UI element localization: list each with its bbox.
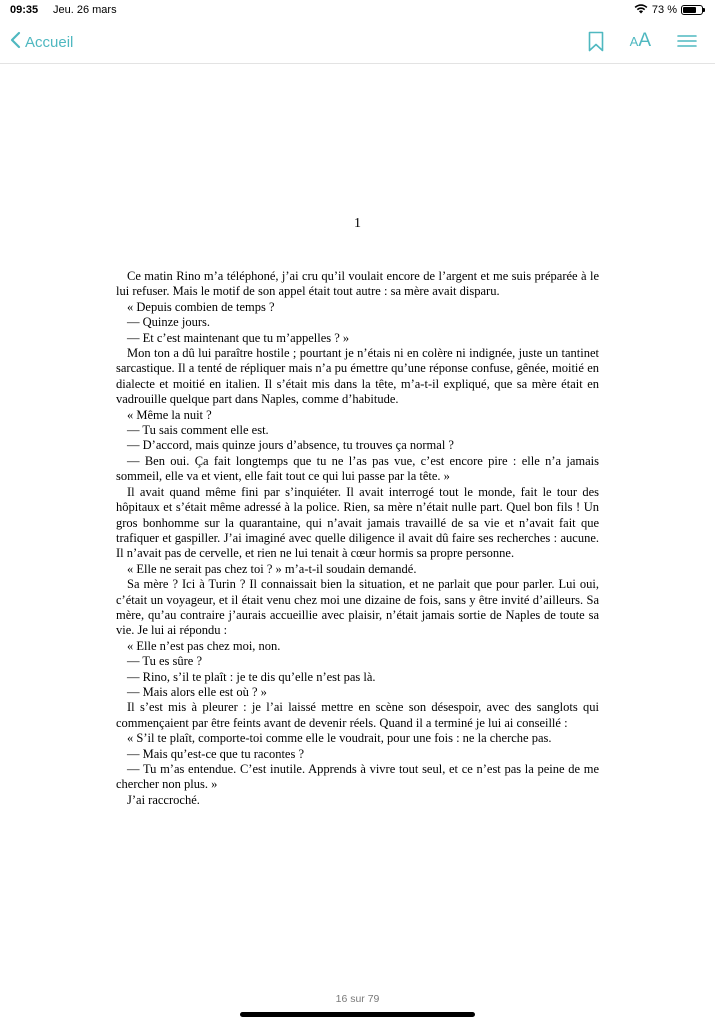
reader-toolbar: [0, 22, 715, 64]
status-date: Jeu. 26 mars: [53, 4, 117, 16]
battery-icon: [681, 5, 703, 15]
status-indicators: [634, 3, 703, 17]
font-size-icon[interactable]: [630, 30, 651, 52]
battery-tip: [703, 8, 705, 12]
paragraph: — Quinze jours.: [127, 315, 210, 330]
chapter-text: [116, 269, 599, 808]
paragraph: Ce matin Rino m’a téléphoné, j’ai cru qu’il voulait encore de l’argent et me suis préparée à le lui refuser. Mais le motif de son appel était tout autre : sa mère avait disparu.: [116, 269, 599, 299]
menu-icon[interactable]: [677, 34, 697, 48]
paragraph: — Mais alors elle est où ? »: [127, 684, 267, 699]
paragraph: Il avait quand même fini par s’inquiéter. Il avait interrogé tout le monde, fait le tour des hôpitaux et s’était même adressé à la police. Rien, sa mère n’était nulle part. Quel bon fils ! Un gros bonhomme sur la quarantaine, qui n’avait jamais travaillé de sa vie et n’avait fait que trafiquer et gaspiller. J’ai imaginé avec quelle diligence il avait dû faire ses recherches : aucune. Il n’avait pas de cervelle, et rien ne lui tenait à cœur hormis sa propre personne.: [116, 484, 599, 561]
paragraph: « Depuis combien de temps ?: [127, 299, 275, 314]
bookmark-icon[interactable]: [588, 31, 604, 52]
paragraph: Mon ton a dû lui paraître hostile ; pourtant je n’étais ni en colère ni indignée, juste un tantinet sarcastique. Il a tenté de répliquer mais n’a pu émettre qu’une réponse confuse, gênée, moitié en dialecte et moitié en italien. Il s’était mis dans la tête, m’a-t-il expliqué, que sa mère était en vadrouille quelque part dans Naples, comme d’habitude.: [116, 346, 599, 407]
paragraph: « Même la nuit ?: [127, 407, 212, 422]
home-indicator[interactable]: [240, 1012, 475, 1017]
paragraph: — Rino, s’il te plaît : je te dis qu’elle n’est pas là.: [127, 669, 376, 684]
paragraph: Il s’est mis à pleurer : je l’ai laissé mettre en scène son désespoir, avec des sanglots qui commençaient par être feints avant de devenir réels. Quand il a terminé je lui ai conseillé :: [116, 700, 599, 730]
paragraph: — Et c’est maintenant que tu m’appelles ? »: [127, 330, 350, 345]
chapter-number: 1: [354, 216, 361, 231]
font-size-big-letter: A: [638, 30, 651, 51]
paragraph: — Mais qu’est-ce que tu racontes ?: [127, 746, 305, 761]
battery-percent: 73 %: [651, 4, 677, 16]
back-button[interactable]: [10, 31, 73, 53]
paragraph: — Ben oui. Ça fait longtemps que tu ne l’as pas vue, c’est encore pire : elle n’a jamais sommeil, elle va et vient, elle fait tout ce qui lui passe par la tête. »: [116, 453, 599, 484]
paragraph: « Elle ne serait pas chez toi ? » m’a-t-il soudain demandé.: [127, 561, 417, 576]
paragraph: « Elle n’est pas chez moi, non.: [127, 638, 281, 653]
paragraph: — Tu es sûre ?: [127, 654, 203, 669]
paragraph: Sa mère ? Ici à Turin ? Il connaissait bien la situation, et ne parlait que pour parler. Lui oui, c’était un voyageur, et il était venu chez moi une dizaine de fois, sans y être invité d’ailleurs. Sa mère, qu’au contraire j’aurais accueillie avec plaisir, n’était jamais sortie de Naples de toute sa vie. Je lui ai répondu :: [116, 577, 599, 638]
paragraph: « S’il te plaît, comporte-toi comme elle le voudrait, pour une fois : ne la cherche pas.: [127, 731, 552, 746]
back-label: Accueil: [25, 33, 74, 51]
status-time: 09:35: [10, 4, 39, 16]
paragraph: — Tu sais comment elle est.: [127, 423, 269, 438]
battery-level-fill: [683, 7, 696, 13]
page-indicator: 16 sur 79: [335, 993, 380, 1005]
paragraph: — D’accord, mais quinze jours d’absence, tu trouves ça normal ?: [127, 438, 454, 453]
toolbar-actions: [588, 30, 697, 52]
font-size-small-letter: A: [629, 34, 639, 49]
paragraph: J’ai raccroché.: [127, 792, 200, 807]
status-bar: [0, 0, 715, 22]
paragraph: — Tu m’as entendue. C’est inutile. Apprends à vivre tout seul, et ce n’est pas la peine de me chercher non plus. »: [116, 762, 599, 792]
chevron-left-icon: [10, 31, 21, 53]
wifi-icon: [634, 3, 648, 17]
